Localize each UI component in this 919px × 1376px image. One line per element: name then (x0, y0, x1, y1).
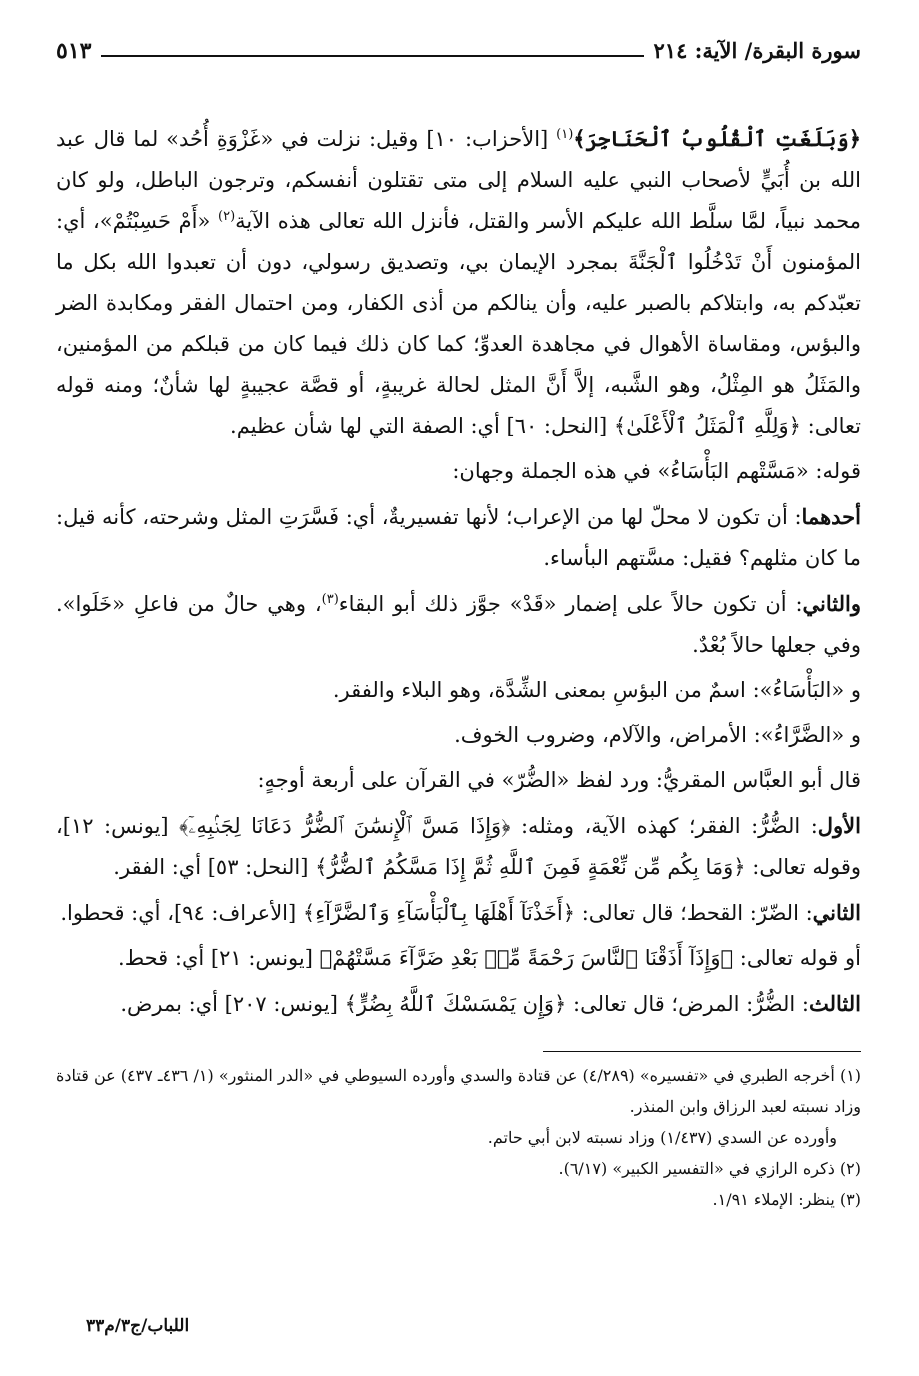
text-awwal: : الضُّرُّ: الفقر؛ كهذه الآية، ومثله: ﴿وَإِذَا مَسَّ ٱلْإِنسَٰنَ ٱلضُّرُّ دَعَانَا لِجَنۢبِهِۦٓ﴾ [يونس: ١٢]، وقوله تعالى: ﴿وَمَا بِكُم مِّن نِّعْمَةٍ فَمِنَ ٱللَّهِ ثُمَّ إِذَا مَسَّكُمُ ٱلضُّرُّ﴾ [النحل: ٥٣] أي: الفقر. (56, 814, 861, 879)
label-thani: والثاني (802, 591, 862, 616)
footnote-ref-1: (١) (556, 127, 574, 142)
label-thalith: الثالث (809, 991, 861, 1016)
text-thani2: : الضّرّ: القحط؛ قال تعالى: ﴿أَخَذْنَآ أَهْلَهَا بِٱلْبَأْسَآءِ وَٱلضَّرَّآءِ﴾ [الأعراف: ٩٤]، أي: قحطوا. (60, 901, 813, 925)
paragraph-ahaduhuma (56, 496, 861, 579)
footnote-divider (543, 1051, 861, 1052)
paragraph-qawluhu: قوله: «مَسَّتْهم البَأْسَاءُ» في هذه الجملة وجهان: (452, 459, 861, 483)
paragraph-intro (56, 118, 861, 447)
footnote-2: (٢) ذكره الرازي في «التفسير الكبير» (٦/١٧). (558, 1159, 861, 1178)
footnotes (56, 1060, 861, 1215)
text-thalith: : الضُّرُّ: المرض؛ قال تعالى: ﴿وَإِن يَمْسَسْكَ ٱللَّهُ بِضُرٍّ﴾ [يونس: ٢٠٧] أي: بمرض. (120, 992, 809, 1016)
paragraph-basa: و «البَأْسَاءُ»: اسمٌ من البؤسِ بمعنى الشِّدَّة، وهو البلاء والفقر. (332, 678, 861, 702)
paragraph-aw: أو قوله تعالى: ﴿وَإِذَآ أَذَقْنَا ٱلنَّاسَ رَحْمَةً مِّنۢ بَعْدِ ضَرَّآءَ مَسَّتْهُمْ﴾ [يونس: ٢١] أي: قحط. (118, 946, 861, 970)
label-awwal: الأول (817, 813, 861, 838)
page-number: ٥١٣ (56, 38, 92, 64)
running-title: سورة البقرة/ الآية: ٢١٤ (653, 38, 861, 63)
footnote-1: (١) أخرجه الطبري في «تفسيره» (٤/٢٨٩) عن قتادة والسدي وأورده السيوطي في «الدر المنثور» (١/ ٤٣٦ـ ٤٣٧) عن قتادة وزاد نسبته لعبد الرزاق وابن المنذر. (56, 1066, 862, 1116)
page-header (56, 36, 861, 70)
main-text (56, 118, 861, 1025)
paragraph-thani2 (56, 892, 861, 934)
footnote-1-continued: وأورده عن السدي (١/٤٣٧) وزاد نسبته لابن أبي حاتم. (487, 1128, 837, 1147)
quran-verse: ﴿وَبَلَغَتِ ٱلْقُلُوبُ ٱلْحَنَاجِرَ﴾ (573, 126, 862, 151)
text-thani-b: ، وهي حالٌ من فاعلِ «خَلَوا». وفي جعلها حالاً بُعْدٌ. (56, 592, 861, 657)
header-rule (101, 55, 643, 57)
intro-text-b: «أَمْ حَسِبْتُمْ»، أي: المؤمنون أَنْ تَدْخُلُوا ٱلْجَنَّةَ بمجرد الإيمان بي، وتصديق رسولي، دون أن تعبدوا الله بكل ما تعبّدكم به، وابتلاكم بالصبر عليه، وأن ينالكم من أذى الكفار، ومن احتمال الفقر ومكابدة الضر والبؤس، ومقاساة الأهوال في مجاهدة العدوِّ؛ كما كان ذلك فيما كان من قبلكم من المؤمنين، والمَثَلُ هو المِثْلُ، وهو الشَّبه، إلاَّ أَنَّ المثل لحالة غريبةٍ، أو قصَّة عجيبةٍ لها شأنٌ؛ ومنه قوله تعالى: ﴿وَلِلَّهِ ٱلْمَثَلُ ٱلْأَعْلَىٰ﴾ [النحل: ٦٠] أي: الصفة التي لها شأن عظيم. (56, 209, 861, 438)
printer-signature: اللباب/ج٣/م٣٣ (86, 1316, 190, 1336)
label-ahaduhuma: أحدهما (801, 504, 861, 529)
paragraph-awwal (56, 805, 861, 888)
paragraph-thalith (56, 983, 861, 1025)
footnote-ref-2: (٢) (218, 209, 236, 224)
footnote-ref-3: (٣) (321, 592, 339, 607)
text-thani-a: : أن تكون حالاً على إضمار «قَدْ» جوَّز ذلك أبو البقاء (338, 592, 803, 616)
paragraph-qala: قال أبو العبَّاس المقريُّ: ورد لفظ «الضُّرّ» في القرآن على أربعة أوجهٍ: (257, 768, 861, 792)
label-thani2: الثاني (812, 900, 861, 925)
paragraph-darra: و «الضَّرَّاءُ»: الأمراض، والآلام، وضروب الخوف. (454, 723, 861, 747)
text-ahaduhuma: : أن تكون لا محلّ لها من الإعراب؛ لأنها تفسيريةٌ، أي: فَسَّرَتِ المثل وشرحته، كأنه قيل: ما كان مثلهم؟ فقيل: مسَّتهم البأساء. (56, 505, 861, 570)
footnote-3: (٣) ينظر: الإملاء ١/٩١. (712, 1190, 861, 1209)
paragraph-thani (56, 583, 861, 666)
intro-text-a: [الأحزاب: ١٠] وقيل: نزلت في «غَزْوَةِ أُحُد» لما قال عبد الله بن أُبَيٍّ لأصحاب النبي عليه السلام إلى متى تقتلون أنفسكم، وترجون الباطل، ولو كان محمد نبياً، لمَّا سلَّط الله عليكم الأسر والقتل، فأنزل الله تعالى هذه الآية (56, 127, 861, 233)
